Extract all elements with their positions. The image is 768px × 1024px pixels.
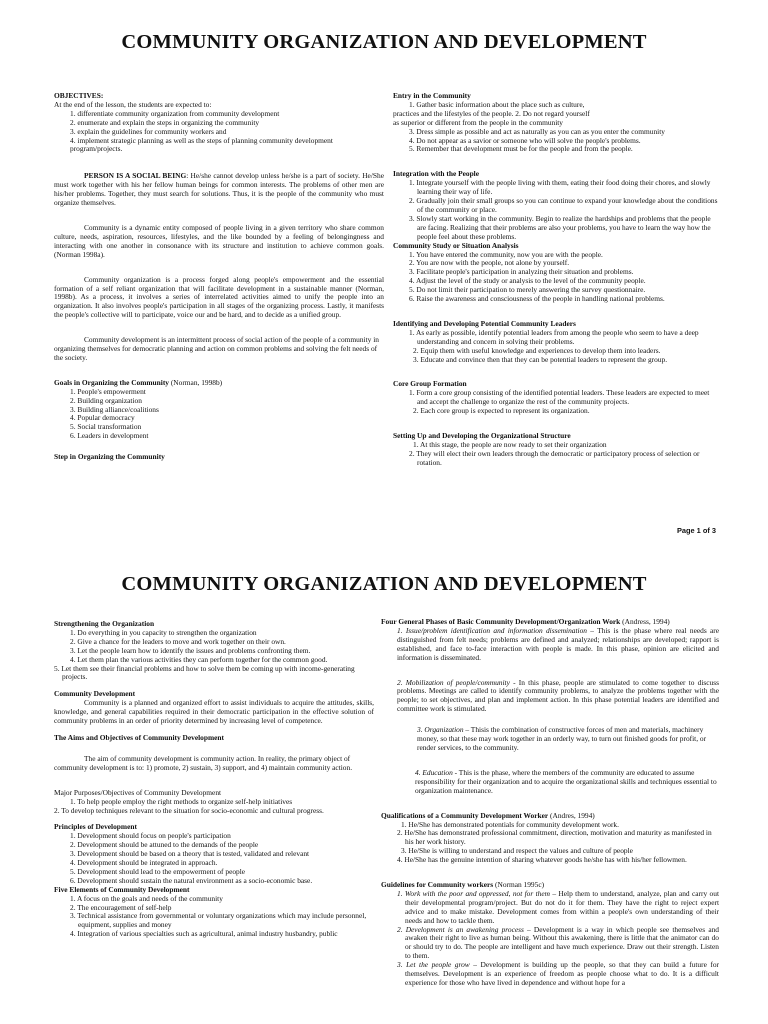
list-item: 2. Give a chance for the leaders to move and work together on their own. [70,636,286,646]
left-column [54,620,374,939]
page-title: COMMUNITY ORGANIZATION AND DEVELOPMENT [121,31,647,53]
list-item: 2. To develop techniques relevant to the situation for socio-economic and cultural progress. [54,805,324,815]
guideline-text: – Development is building up the people, so that they can build a future for themselves. Development is an experience of freedom as people choose what to do. It is a difficult experience for those who have lived in dependence and without hope for a [405,960,719,987]
list-item: 3. explain the guidelines for community workers and [70,126,227,136]
list-item: as superior or different from the people in the community [393,117,564,127]
list-item: 6. Leaders in development [70,431,149,441]
list-item: 4. implement strategic planning as well as the steps of planning community development program/projects. [70,135,333,154]
list-item: 4. Integration of various specialties such as agricultural, animal industry husbandry, public [70,929,338,939]
list-item: 6. Development should sustain the natural environment as a socio-economic base. [70,875,313,885]
phase-title: 3. Organization [417,725,464,735]
section-heading: Community Study or Situation Analysis [393,240,519,250]
section-heading: Strengthening the Organization [54,619,155,628]
guideline-title: 2. Development is an awakening process [397,924,524,934]
list-item: 2. enumerate and explain the steps in organizing the community [70,117,260,127]
guideline-text: – Help them to understand, analyze, plan and carry out their developmental program/project. But do not do it for them. They have the right to reject expert advice and to make mistake. Development comes from within a people's own understanding of their needs and how to tackle them. [405,888,719,925]
list-item [381,726,719,753]
list-item: 1. Development should focus on people's participation [70,831,231,841]
list-item: 1. A focus on the goals and needs of the community [70,893,223,903]
list-item [381,961,719,988]
list-item: 1. Do everything in you capacity to strengthen the organization [70,627,257,637]
citation: (Andres, 1994) [548,810,595,820]
list-item: 3. Slowly start working in the community. Begin to realize the hardships and problems that the people are facing. Realizing that their problems are also your problems, you have to learn the way how the people feel about these problems. [409,213,711,241]
phase-text: – Thisis the combination of constructive forces of men and materials, machinery money, so that these may work together in an orderly way, to turn out finished goods for profit, or render services, to the community. [417,725,707,752]
section-heading: Identifying and Developing Potential Community Leaders [393,318,576,328]
list-item: 6. Raise the awareness and consciousness of the people in handling national problems. [409,294,665,304]
paragraph: Community is a planned and organized effort to assist individuals to acquire the attitudes, skills, knowledge, and general capabilities required in their democratic participation in the effective solution of community problems in an order of priority determined by increasing level of competence. [54,698,374,726]
list-item: 2. Gradually join their small groups so you can continue to expand your knowledge about the conditions of the community or place. [409,196,718,214]
list-item [381,926,719,962]
paragraph: The aim of community development is community action. In reality, the primary object of community development is to: 1) promote, 2) sustain, 3) support, and 4) maintain community action. [54,753,353,772]
section-heading: Community Development [54,689,136,699]
list-item: 1. He/She has demonstrated potentials for community development work. [401,819,619,829]
list-item: 3. Development should be based on a theory that is tested, validated and relevant [70,849,310,859]
list-item: practices and the lifestyles of the people. 2. Do not regard yourself [393,108,590,118]
page-divider [0,550,768,560]
heading-text: Qualifications of a Community Development Worker [381,810,549,820]
section-heading: Principles of Development [54,822,137,832]
list-item: 4. Let them plan the various activities they can perform together for the common good. [70,654,328,664]
list-item: 3. Technical assistance from governmental or voluntary organizations which may include personnel, equipment, supplies and money [70,911,367,930]
page-title: COMMUNITY ORGANIZATION AND DEVELOPMENT [121,573,647,595]
phase-text: - In this phase, people are stimulated to come together to discuss problems. Meetings are called to identify community problems, to analyze the problems together with the people; to set objectives, and plan and implement action. In this phase potential leaders are identified and committee work is stimulated. [397,677,719,714]
list-item [381,769,719,796]
guideline-title: 1. Work with the poor and oppressed, not for them [397,888,550,898]
list-item: 2. They will elect their own leaders through the democratic or participatory process of selection or rotation. [409,448,700,467]
list-item: 2. Equip them with useful knowledge and experiences to develop them into leaders. [413,345,661,355]
left-column [54,92,384,462]
list-item [381,890,719,926]
list-item: 3. Let the people learn how to identify the issues and problems confronting them. [70,645,311,655]
list-item: 2. He/She has demonstrated professional commitment, direction, motivation and maturity as manifested in his her work history. [397,828,712,847]
list-item: 3. Dress simple as possible and act as naturally as you can as you enter the community [409,126,665,136]
phase-title: 2. Mobilization of people/community [397,677,510,687]
list-item: 1. Gather basic information about the place such as culture, [409,99,585,109]
phase-text: - This is the phase, where the members of the community are educated to assume responsibility for their organization and to acquire the organizational skills and techniques essential to organization maintenance. [415,767,717,795]
list-item: 5. Let them see their financial problems and how to solve them be coming up with income-generating projects. [54,663,355,682]
section-heading: Major Purposes/Objectives of Community Development [54,787,222,797]
list-item: 2. Development should be attuned to the demands of the people [70,840,259,850]
list-item: 1. People's empowerment [70,386,146,396]
list-item: 4. Development should be integrated in approach. [70,858,218,868]
list-item: 2. You are now with the people, not alone by yourself. [409,258,570,268]
bold-lead: PERSON IS A SOCIAL BEING [84,171,187,181]
citation: (Norman, 1998b) [168,377,223,387]
section-heading: Entry in the Community [393,91,471,100]
list-item: 3. Building alliance/coalitions [70,404,159,414]
guideline-title: 3. Let the people grow [397,960,470,970]
right-column [381,618,719,988]
list-item: 2. The encouragement of self-help [70,902,172,912]
heading-text: Four General Phases of Basic Community Development/Organization Work [381,617,621,626]
phase-title: 1. Issue/problem identification and information dissemination [397,625,588,635]
list-item: 1. differentiate community organization from community development [70,108,280,118]
right-column [393,92,718,468]
list-item: 4. Adjust the level of the study or analysis to the level of the community people. [409,276,646,286]
list-item: 4. Do not appear as a savior or someone who will solve the people's problems. [409,135,641,145]
citation: (Andress, 1994) [620,617,670,626]
heading-text: Guidelines for Community workers [381,880,494,890]
list-item [381,627,719,663]
list-item: 1. Integrate yourself with the people living with them, eating their food doing their chores, and slowly learning their way of life. [409,178,711,197]
paragraph: Community is a dynamic entity composed of people living in a given territory who share common culture, needs, aspiration, resources, lifestyles, and the like bounded by a feeling of belongingness and interacting with one another in consonance with its structure and institution to achieve common goals. (Norman 1998a). [54,222,384,259]
section-heading: Core Group Formation [393,379,467,389]
list-item: 5. Remember that development must be for the people and from the people. [409,144,633,154]
phase-title: 4. Education [415,767,453,777]
phase-text: – This is the phase where real needs are distinguished from felt needs; problems are defined and analyzed; relationships are developed; rapport is established, and face to-face interaction with people is made. In this phase, opinion are elicited and information is disseminated. [397,625,719,662]
list-item: 5. Do not limit their participation to merely answering the survey questionnaire. [409,285,646,295]
list-item: 3. Facilitate people's participation in analyzing their situation and problems. [409,267,634,277]
paragraph: At the end of the lesson, the students are expected to: [54,99,212,109]
section-heading: The Aims and Objectives of Community Development [54,732,224,742]
section-heading: OBJECTIVES: [54,91,104,100]
citation: (Norman 1995c) [493,880,545,890]
page-number: Page 1 of 3 [676,526,716,535]
list-item: 5. Social transformation [70,422,142,432]
paragraph [54,172,384,208]
list-item: 1. At this stage, the people are now ready to set their organization [413,440,607,449]
paragraph-text: : He/she cannot develop unless he/she is a part of society. He/She must work together with his her fellow human beings for common interests. The problems of other men are his/her problems. Together, they must search for solutions. Thus, it is the people of the community who must organize themselves. [54,171,384,208]
section-heading: Setting Up and Developing the Organizational Structure [393,431,571,441]
list-item: 1. To help people employ the right methods to organize self-help initiatives [70,796,293,806]
list-item: 2. Building organization [70,395,142,405]
heading-text: Goals in Organizing the Community [54,377,169,387]
list-item: 3. He/She is willing to understand and respect the values and culture of people [401,846,633,856]
paragraph: Community organization is a process forged along people's empowerment and the essential formation of a self reliant organization that will facilitate development in a sustainable manner (Norman, 1998b). As a process, it involves a series of interrelated activities aimed to unify the people into an organization. It also involves people's participation in all stages of the organizing process. Lastly, it manifests the people's collective will to participate, voice our and be hard, and to decide as a unified group. [54,274,384,320]
paragraph: Community development is an intermittent process of social action of the people of a community in organizing themselves for democratic planning and action on common problems and solving the felt needs of the society. [54,335,379,362]
guideline-text: – Development is a way in which people see themselves and awaken their right to live as human being. Without this awakening, there is little that the animator can do or should try to do. The people are intelligent and have much experience. Draw out their strength. Listen to them. [405,924,719,961]
list-item: 3. Educate and convince then that they can be potential leaders to represent the group. [413,354,668,364]
list-item: 1. You have entered the community, now you are with the people. [409,249,603,259]
section-heading: Integration with the People [393,169,480,179]
list-item: 2. Each core group is expected to represent its organization. [413,406,590,416]
list-item [381,679,719,715]
list-item: 1. As early as possible, identify potential leaders from among the people who seem to have a deep understanding and concern in solving their problems. [409,327,699,346]
section-heading: Step in Organizing the Community [54,452,165,462]
list-item: 1. Form a core group consisting of the identified potential leaders. These leaders are expected to meet and accept the challenge to organize the rest of the community projects. [409,388,710,407]
list-item: 5. Development should lead to the empowerment of people [70,866,246,876]
section-heading: Five Elements of Community Development [54,884,190,894]
list-item: 4. Popular democracy [70,413,135,423]
list-item: 4. He/She has the genuine intention of sharing whatever goods he/she has with his/her fellowmen. [397,855,687,865]
document-page-2 [0,560,768,1024]
